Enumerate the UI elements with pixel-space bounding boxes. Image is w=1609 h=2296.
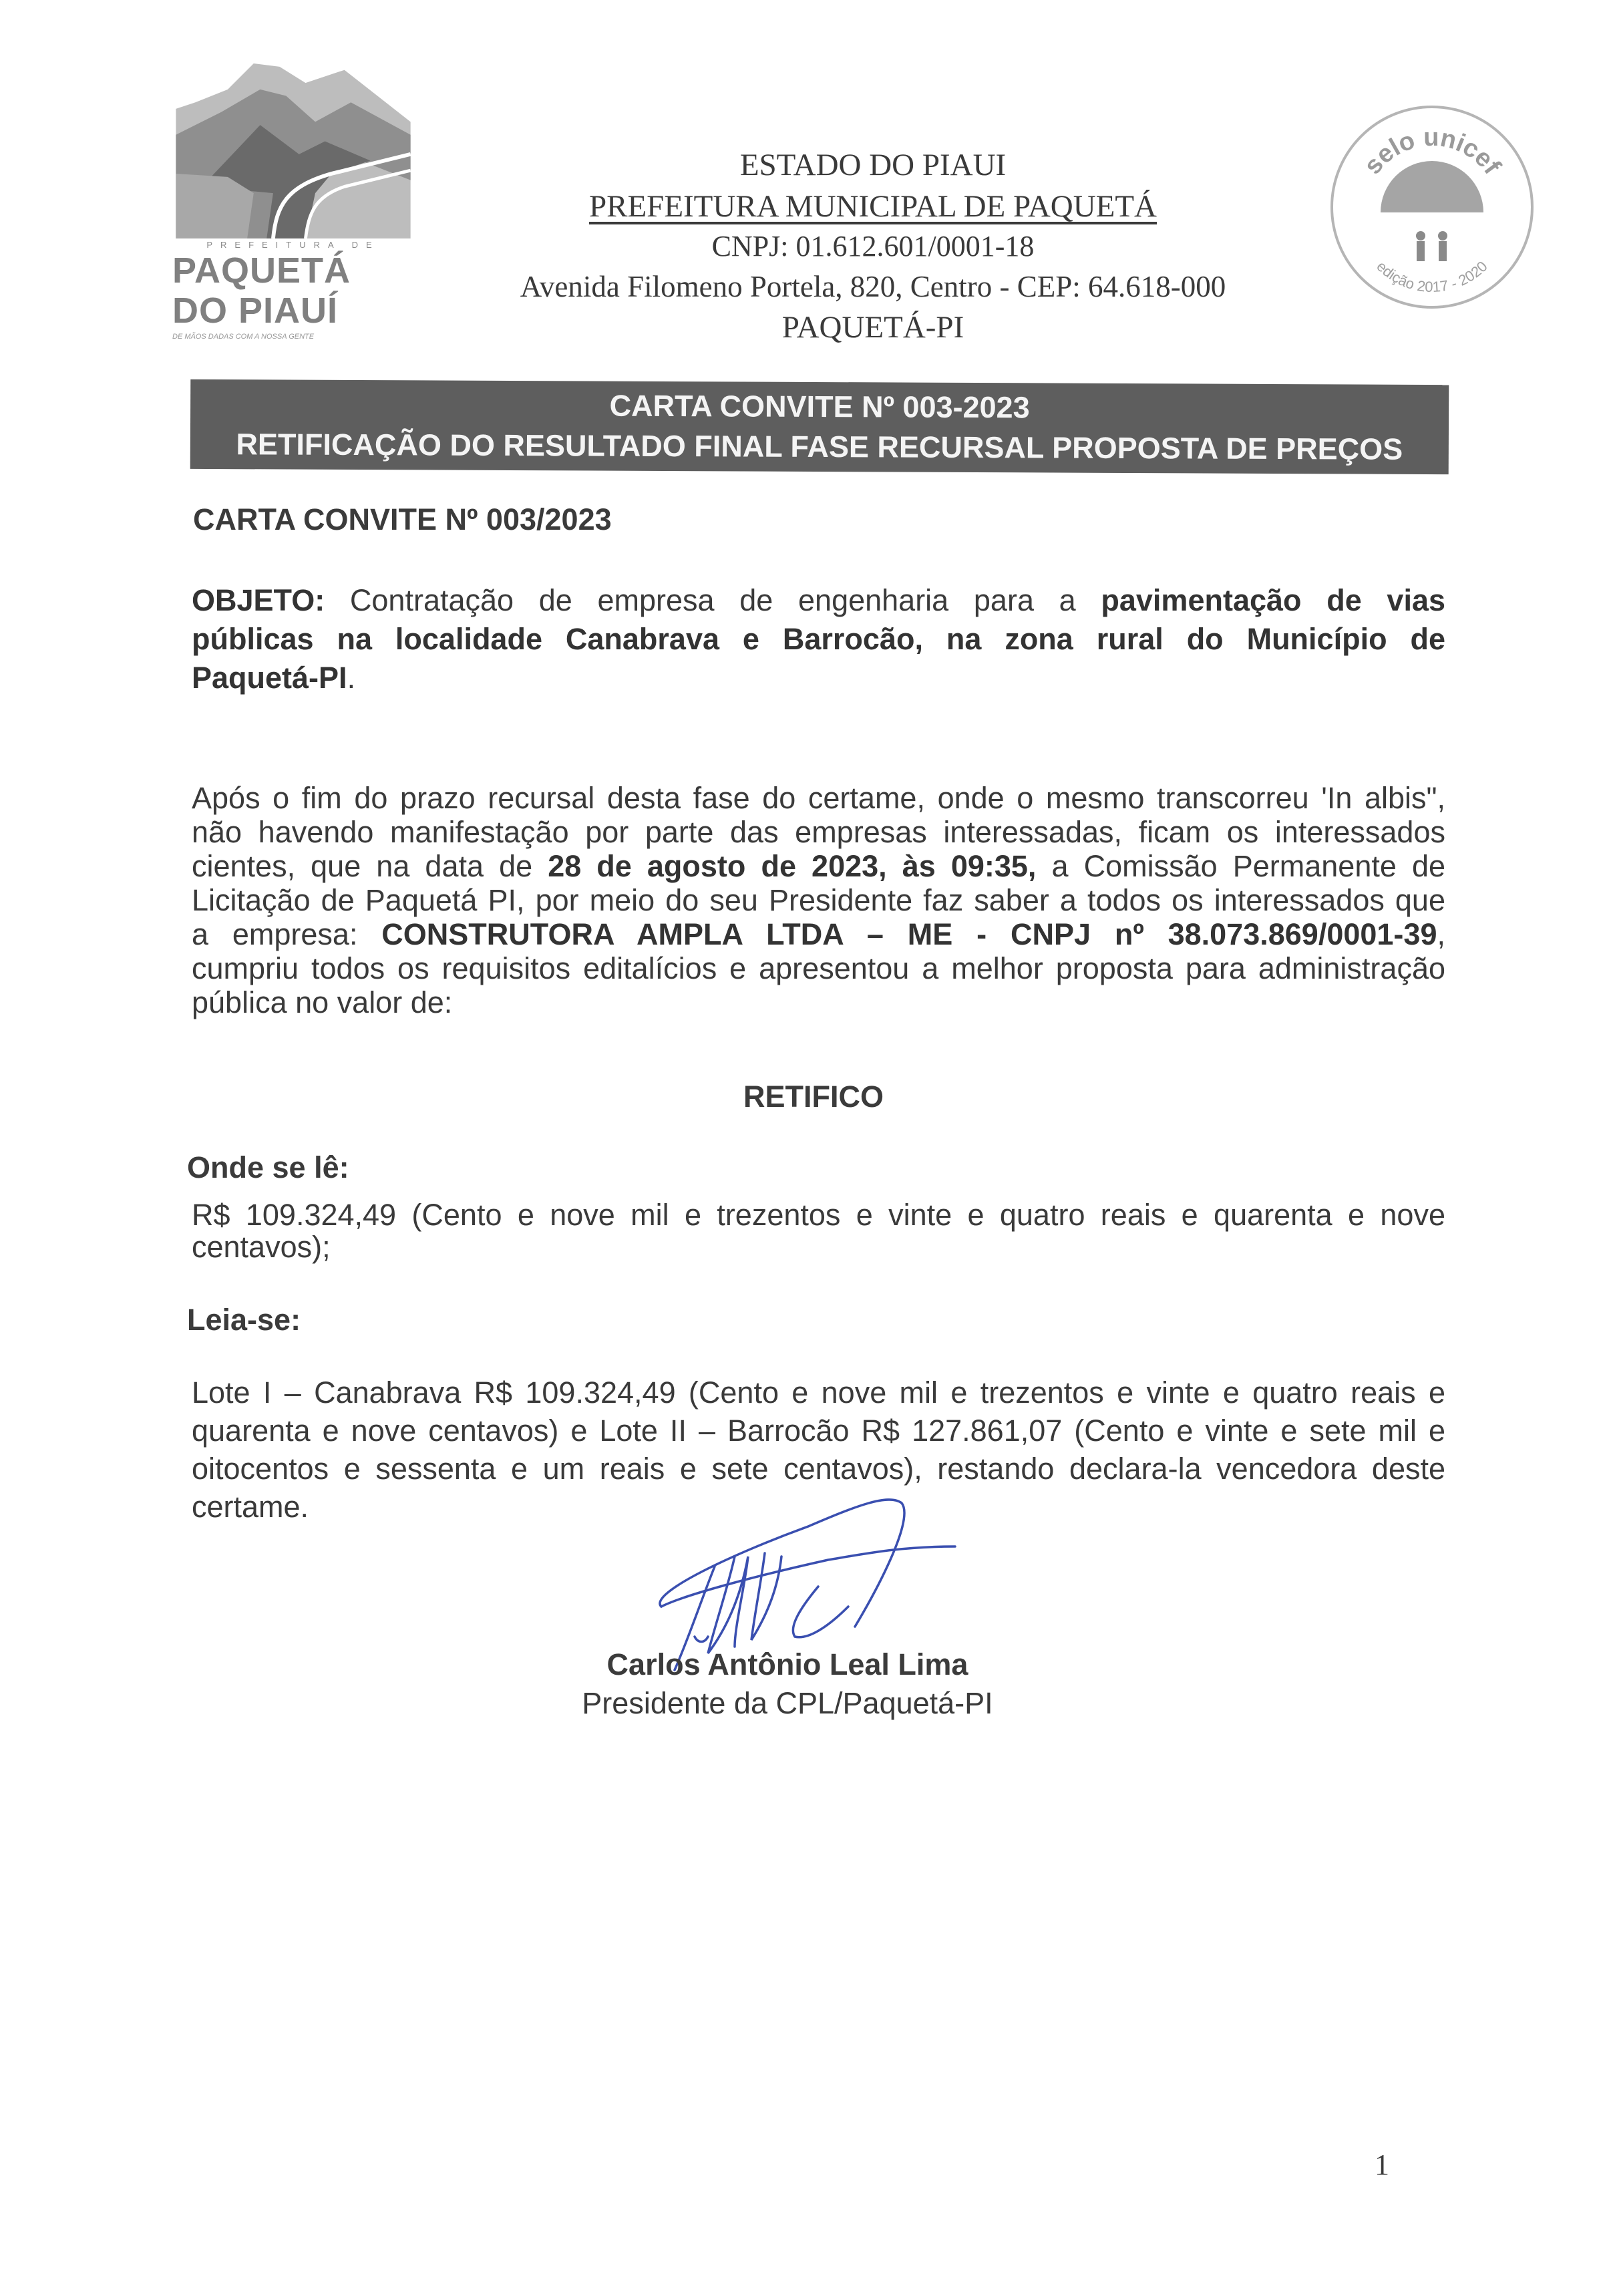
text-line bbox=[192, 953, 1445, 984]
logo-slogan: DE MÃOS DADAS COM A NOSSA GENTE bbox=[172, 333, 315, 341]
handwritten-signature bbox=[635, 1493, 1022, 1673]
bold-text: públicas na localidade Canabrava e Barrocão, na zona rural do Município de bbox=[192, 622, 1445, 656]
title-banner bbox=[190, 379, 1449, 474]
banner-line2: RETIFICAÇÃO DO RESULTADO FINAL FASE RECURSAL PROPOSTA DE PREÇOS bbox=[236, 427, 1403, 466]
header-city: PAQUETÁ-PI bbox=[781, 310, 964, 345]
text-line bbox=[192, 817, 1445, 848]
mountains-logo-icon bbox=[172, 63, 414, 238]
text-line bbox=[192, 663, 1445, 693]
text-segment: centavos); bbox=[192, 1230, 331, 1264]
text-line bbox=[192, 585, 1445, 616]
text-line bbox=[192, 987, 1445, 1018]
text-segment: cientes, que na data de bbox=[192, 849, 548, 883]
seal-bottom-text: edição 2017 - 2020 bbox=[1373, 257, 1491, 296]
text-segment: R$ 109.324,49 (Cento e nove mil e trezentos e vinte e quatro reais e quarenta e nove bbox=[192, 1198, 1445, 1232]
banner-line1: CARTA CONVITE Nº 003-2023 bbox=[609, 388, 1030, 425]
unicef-seal bbox=[1324, 99, 1540, 315]
children-icon bbox=[1416, 231, 1447, 261]
text-segment: , bbox=[1437, 917, 1445, 951]
text-segment: certame. bbox=[192, 1490, 309, 1524]
onde-se-le-label: Onde se lê: bbox=[187, 1150, 349, 1184]
header-cnpj: CNPJ: 01.612.601/0001-18 bbox=[711, 230, 1035, 263]
bold-text: OBJETO: bbox=[192, 583, 325, 617]
signatory-name: Carlos Antônio Leal Lima bbox=[606, 1647, 968, 1681]
text-line bbox=[192, 783, 1445, 814]
text-segment: . bbox=[347, 661, 356, 695]
logo-name-line2: DO PIAUÍ bbox=[172, 291, 339, 331]
text-segment: cumpriu todos os requisitos editalícios e apresentou a melhor proposta para administração bbox=[192, 951, 1445, 985]
text-line bbox=[192, 1454, 1445, 1484]
page-number: 1 bbox=[1375, 2148, 1389, 2181]
text-segment: quarenta e nove centavos) e Lote II – Barrocão R$ 127.861,07 (Cento e vinte e sete mil e bbox=[192, 1414, 1445, 1448]
text-segment: pública no valor de: bbox=[192, 985, 453, 1019]
text-segment: Licitação de Paquetá PI, por meio do seu Presidente faz saber a todos os interessados que bbox=[192, 883, 1445, 917]
text-line bbox=[192, 919, 1445, 950]
text-segment: a Comissão Permanente de bbox=[1036, 849, 1445, 883]
logo-prefeitura-text: PREFEITURA DE bbox=[206, 240, 380, 250]
seal-top-text: selo unicef bbox=[1359, 123, 1506, 180]
header-prefeitura: PREFEITURA MUNICIPAL DE PAQUETÁ bbox=[588, 189, 1157, 224]
text-line bbox=[192, 1416, 1445, 1446]
text-segment: a empresa: bbox=[192, 917, 382, 951]
text-line bbox=[192, 1200, 1445, 1231]
municipal-logo bbox=[172, 63, 414, 341]
document-title: CARTA CONVITE Nº 003/2023 bbox=[193, 502, 612, 536]
signatory-role: Presidente da CPL/Paquetá-PI bbox=[582, 1686, 993, 1720]
bold-text: 28 de agosto de 2023, às 09:35, bbox=[548, 849, 1037, 883]
retifico-heading: RETIFICO bbox=[743, 1080, 884, 1114]
leia-se-label: Leia-se: bbox=[187, 1303, 301, 1337]
text-segment: não havendo manifestação por parte das empresas interessadas, ficam os interessados bbox=[192, 815, 1445, 849]
text-segment: Após o fim do prazo recursal desta fase do certame, onde o mesmo transcorreu 'In albis", bbox=[192, 781, 1445, 815]
header-state: ESTADO DO PIAUI bbox=[739, 148, 1007, 182]
bold-text: pavimentação de vias bbox=[1101, 583, 1445, 617]
bold-text: CONSTRUTORA AMPLA LTDA – ME - CNPJ nº 38.073.869/0001-39 bbox=[381, 917, 1437, 951]
text-segment: Contratação de empresa de engenharia para a bbox=[325, 583, 1101, 617]
text-line bbox=[192, 1377, 1445, 1408]
header-address: Avenida Filomeno Portela, 820, Centro - CEP: 64.618-000 bbox=[520, 270, 1226, 303]
text-segment: Lote I – Canabrava R$ 109.324,49 (Cento e nove mil e trezentos e vinte e quatro reais e bbox=[192, 1375, 1445, 1410]
text-line bbox=[192, 1232, 1445, 1263]
text-segment: oitocentos e sessenta e um reais e sete centavos), restando declara-la vencedora deste bbox=[192, 1452, 1445, 1486]
logo-name-line1: PAQUETÁ bbox=[172, 251, 351, 291]
text-line bbox=[192, 624, 1445, 655]
text-line bbox=[192, 885, 1445, 916]
text-line bbox=[192, 851, 1445, 882]
bold-text: Paquetá-PI bbox=[192, 661, 347, 695]
